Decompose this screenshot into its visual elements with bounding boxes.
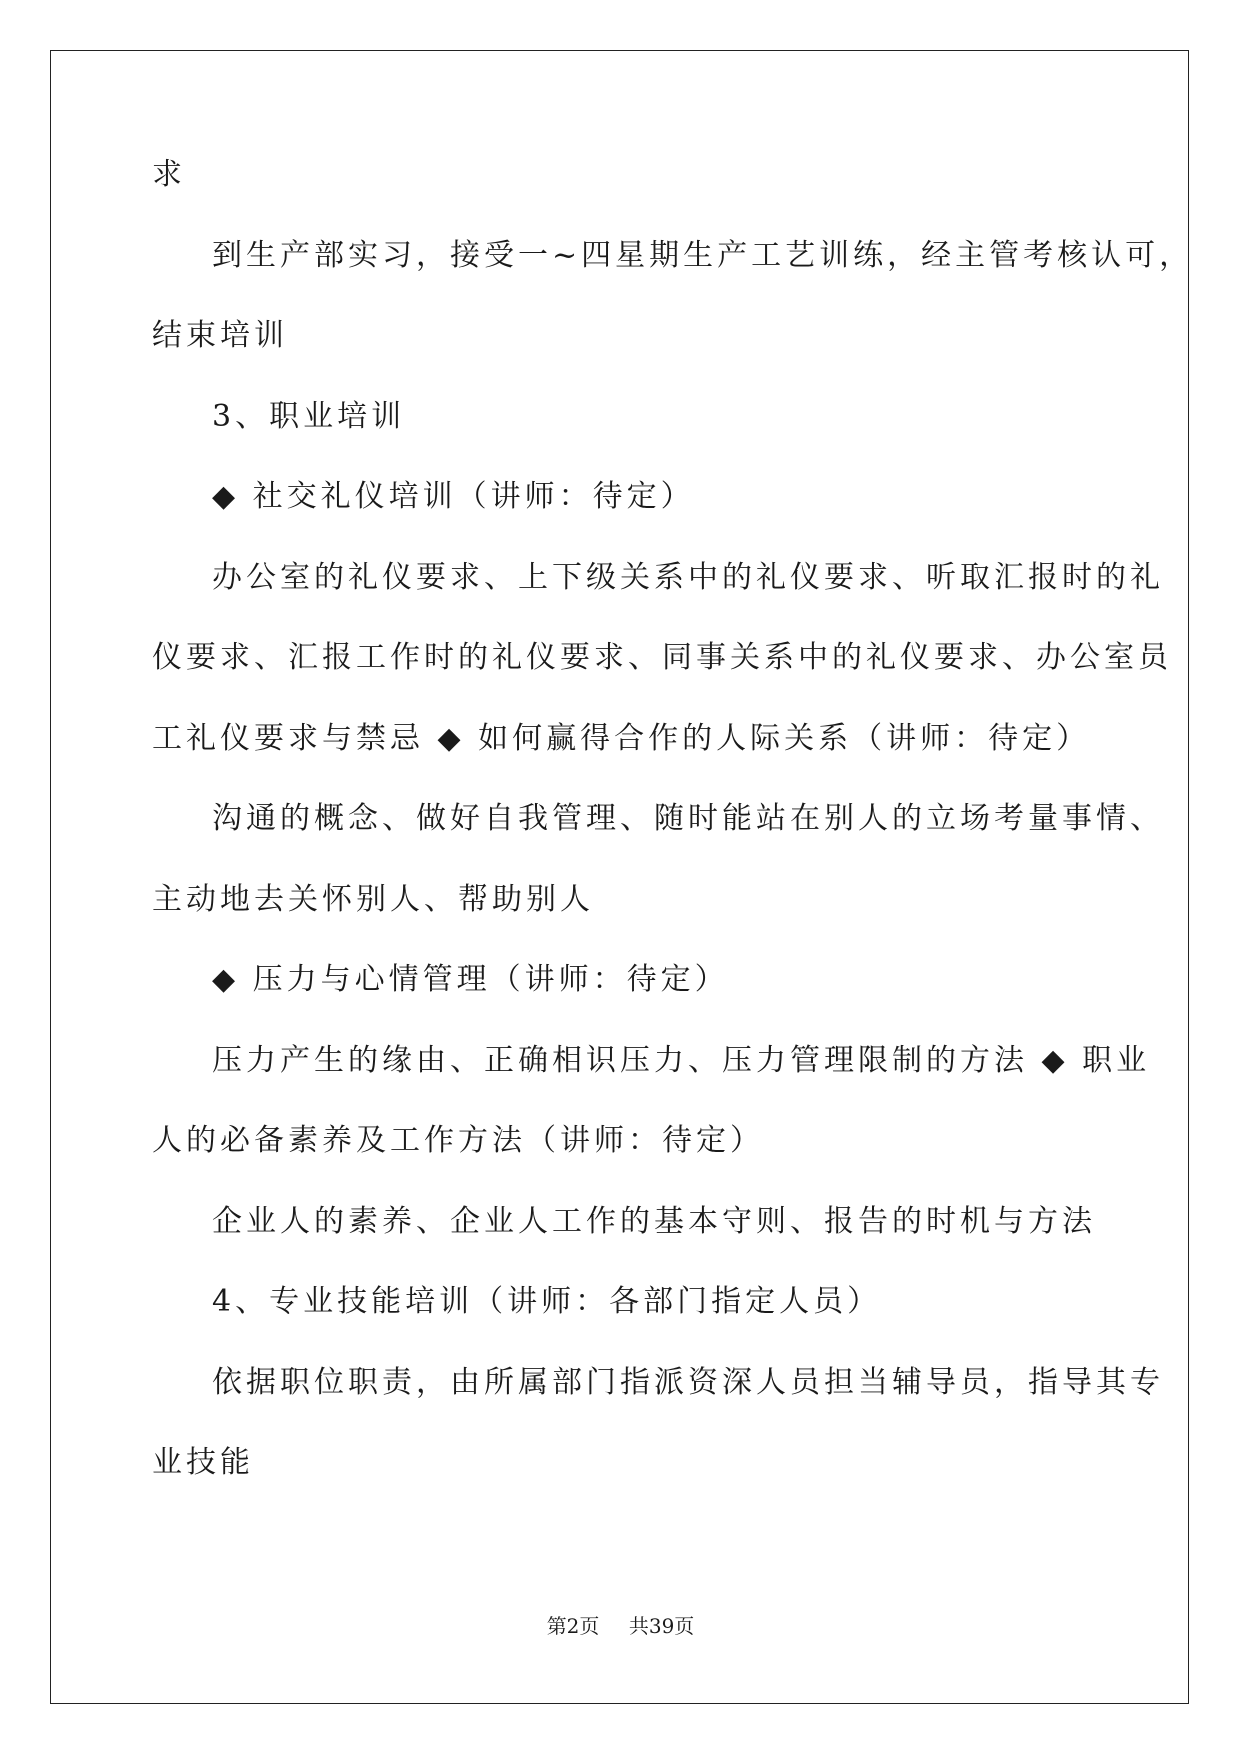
paragraph-line: 业技能 bbox=[152, 1445, 254, 1480]
paragraph-line: 依据职位职责，由所属部门指派资深人员担当辅导员，指导其专 bbox=[212, 1364, 1164, 1400]
bullet-heading: ◆ 压力与心情管理（讲师：待定） bbox=[212, 962, 729, 997]
paragraph-line: 办公室的礼仪要求、上下级关系中的礼仪要求、听取汇报时的礼 bbox=[212, 559, 1164, 595]
section-heading: 3、职业培训 bbox=[212, 398, 406, 434]
paragraph-line: 工礼仪要求与禁忌 ◆ 如何赢得合作的人际关系（讲师：待定） bbox=[152, 720, 1091, 756]
page-number: 第2页 bbox=[546, 1614, 600, 1638]
paragraph-line: 主动地去关怀别人、帮助别人 bbox=[152, 881, 594, 917]
paragraph-line: 结束培训 bbox=[152, 318, 288, 353]
document-body bbox=[152, 157, 1194, 1529]
bullet-heading: ◆ 社交礼仪培训（讲师：待定） bbox=[212, 479, 695, 514]
section-heading: 4、专业技能培训（讲师：各部门指定人员） bbox=[212, 1284, 882, 1319]
paragraph-line: 人的必备素养及工作方法（讲师：待定） bbox=[152, 1123, 764, 1158]
paragraph-line: 求 bbox=[152, 157, 186, 192]
paragraph-line: 沟通的概念、做好自我管理、随时能站在别人的立场考量事情、 bbox=[212, 801, 1164, 836]
paragraph-line: 压力产生的缘由、正确相识压力、压力管理限制的方法 ◆ 职业 bbox=[212, 1042, 1151, 1078]
page-total: 共39页 bbox=[628, 1614, 695, 1638]
paragraph-line: 企业人的素养、企业人工作的基本守则、报告的时机与方法 bbox=[212, 1203, 1096, 1239]
page-footer bbox=[0, 1610, 1241, 1639]
paragraph-line: 仪要求、汇报工作时的礼仪要求、同事关系中的礼仪要求、办公室员 bbox=[152, 640, 1172, 675]
paragraph-line: 到生产部实习，接受一~四星期生产工艺训练，经主管考核认可， bbox=[212, 237, 1194, 273]
